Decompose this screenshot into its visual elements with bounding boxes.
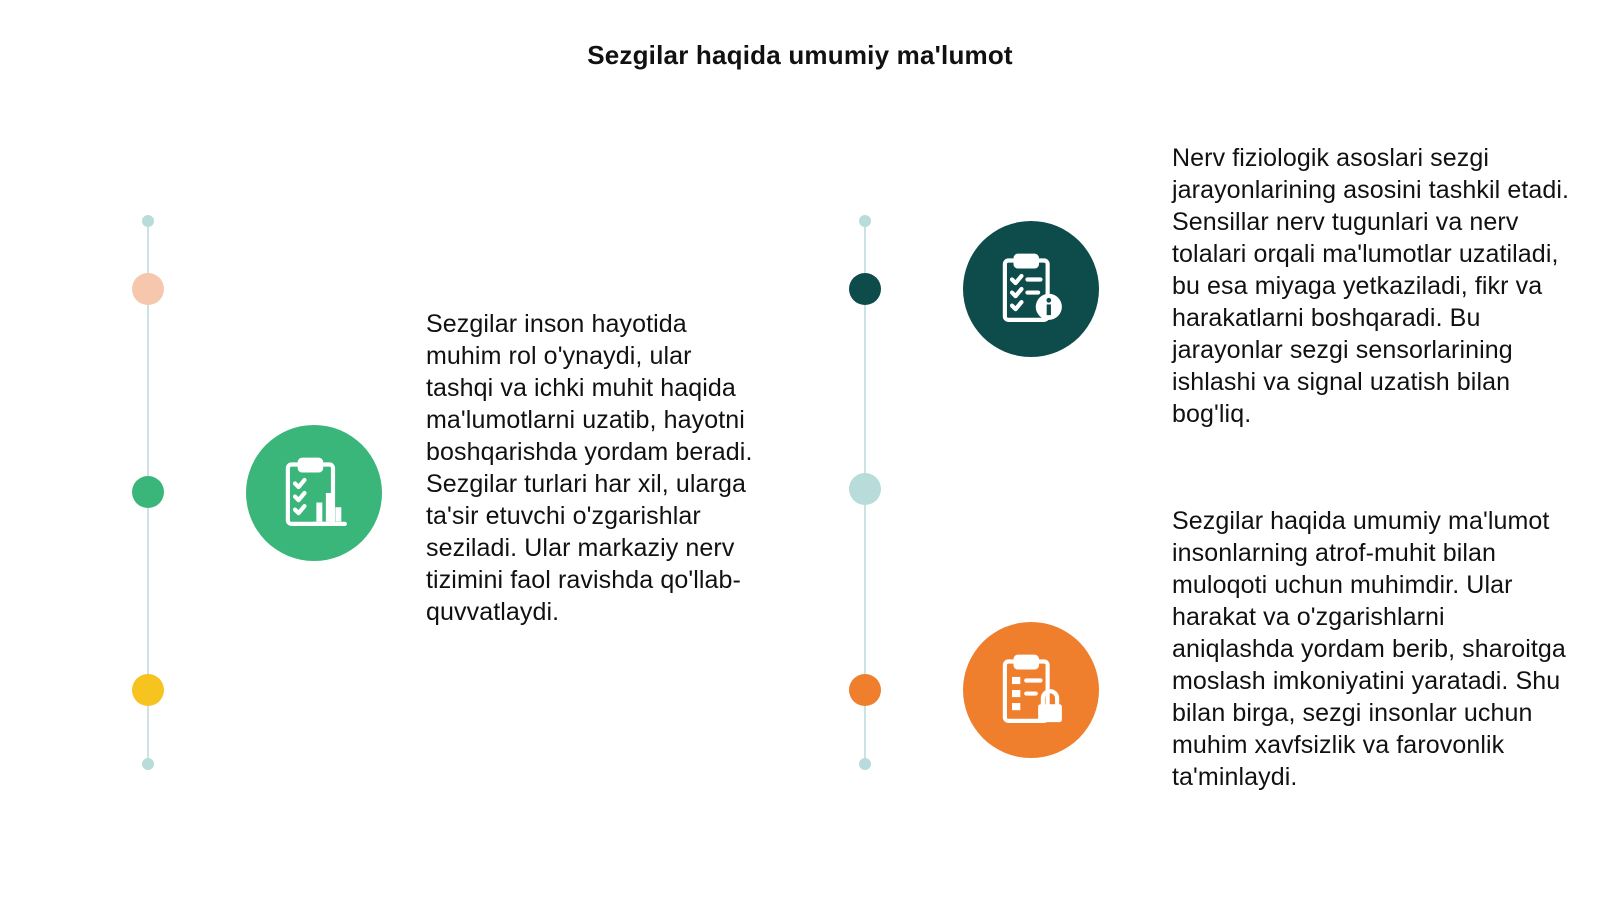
intro-paragraph: Sezgilar inson hayotida muhim rol o'ynaydi, ular tashqi va ichki muhit haqida ma'lumotlarni uzatib, hayotni boshqarishda yordam beradi. Sezgilar turlari har xil, ularga ta'sir etuvchi o'zgarishlar seziladi. Ular markaziy nerv tizimini faol ravishda qo'llab-quvvatlaydi. xyxy=(426,310,753,626)
clipboard-info-icon-badge xyxy=(963,221,1099,357)
timeline-node-green xyxy=(132,476,164,508)
timeline-node-peach xyxy=(132,273,164,305)
clipboard-chart-icon-badge xyxy=(246,425,382,561)
nerve-physiology-paragraph: Nerv fiziologik asoslari sezgi jarayonlarining asosini tashkil etadi. Sensillar nerv tugunlari va nerv tolalari orqali ma'lumotlar uzatiladi, bu esa miyaga yetkaziladi, fikr va harakatlarni boshqaradi. Bu jarayonlar sezgi sensorlarining ishlashi va signal uzatish bilan bog'liq. xyxy=(1172,144,1570,428)
timeline-end-dot-right xyxy=(859,758,871,770)
clipboard-lock-icon-badge xyxy=(963,622,1099,758)
clipboard-checklist-info-icon xyxy=(993,251,1069,327)
timeline-start-dot-right xyxy=(859,215,871,227)
clipboard-chart-icon xyxy=(276,455,352,531)
timeline-node-dark-teal xyxy=(849,273,881,305)
timeline-start-dot-left xyxy=(142,215,154,227)
timeline-node-yellow xyxy=(132,674,164,706)
timeline-node-light-teal xyxy=(849,473,881,505)
timeline-node-orange xyxy=(849,674,881,706)
summary-paragraph: Sezgilar haqida umumiy ma'lumot insonlarning atrof-muhit bilan muloqoti uchun muhimdir. Ular harakat va o'zgarishlarni aniqlashda yordam berib, sharoitga moslash imkoniyatini yaratadi. Shu bilan birga, sezgi insonlar uchun muhim xavfsizlik va farovonlik ta'minlaydi. xyxy=(1172,507,1566,791)
clipboard-lock-icon xyxy=(993,652,1069,728)
page-title: Sezgilar haqida umumiy ma'lumot xyxy=(587,40,1013,70)
timeline-end-dot-left xyxy=(142,758,154,770)
